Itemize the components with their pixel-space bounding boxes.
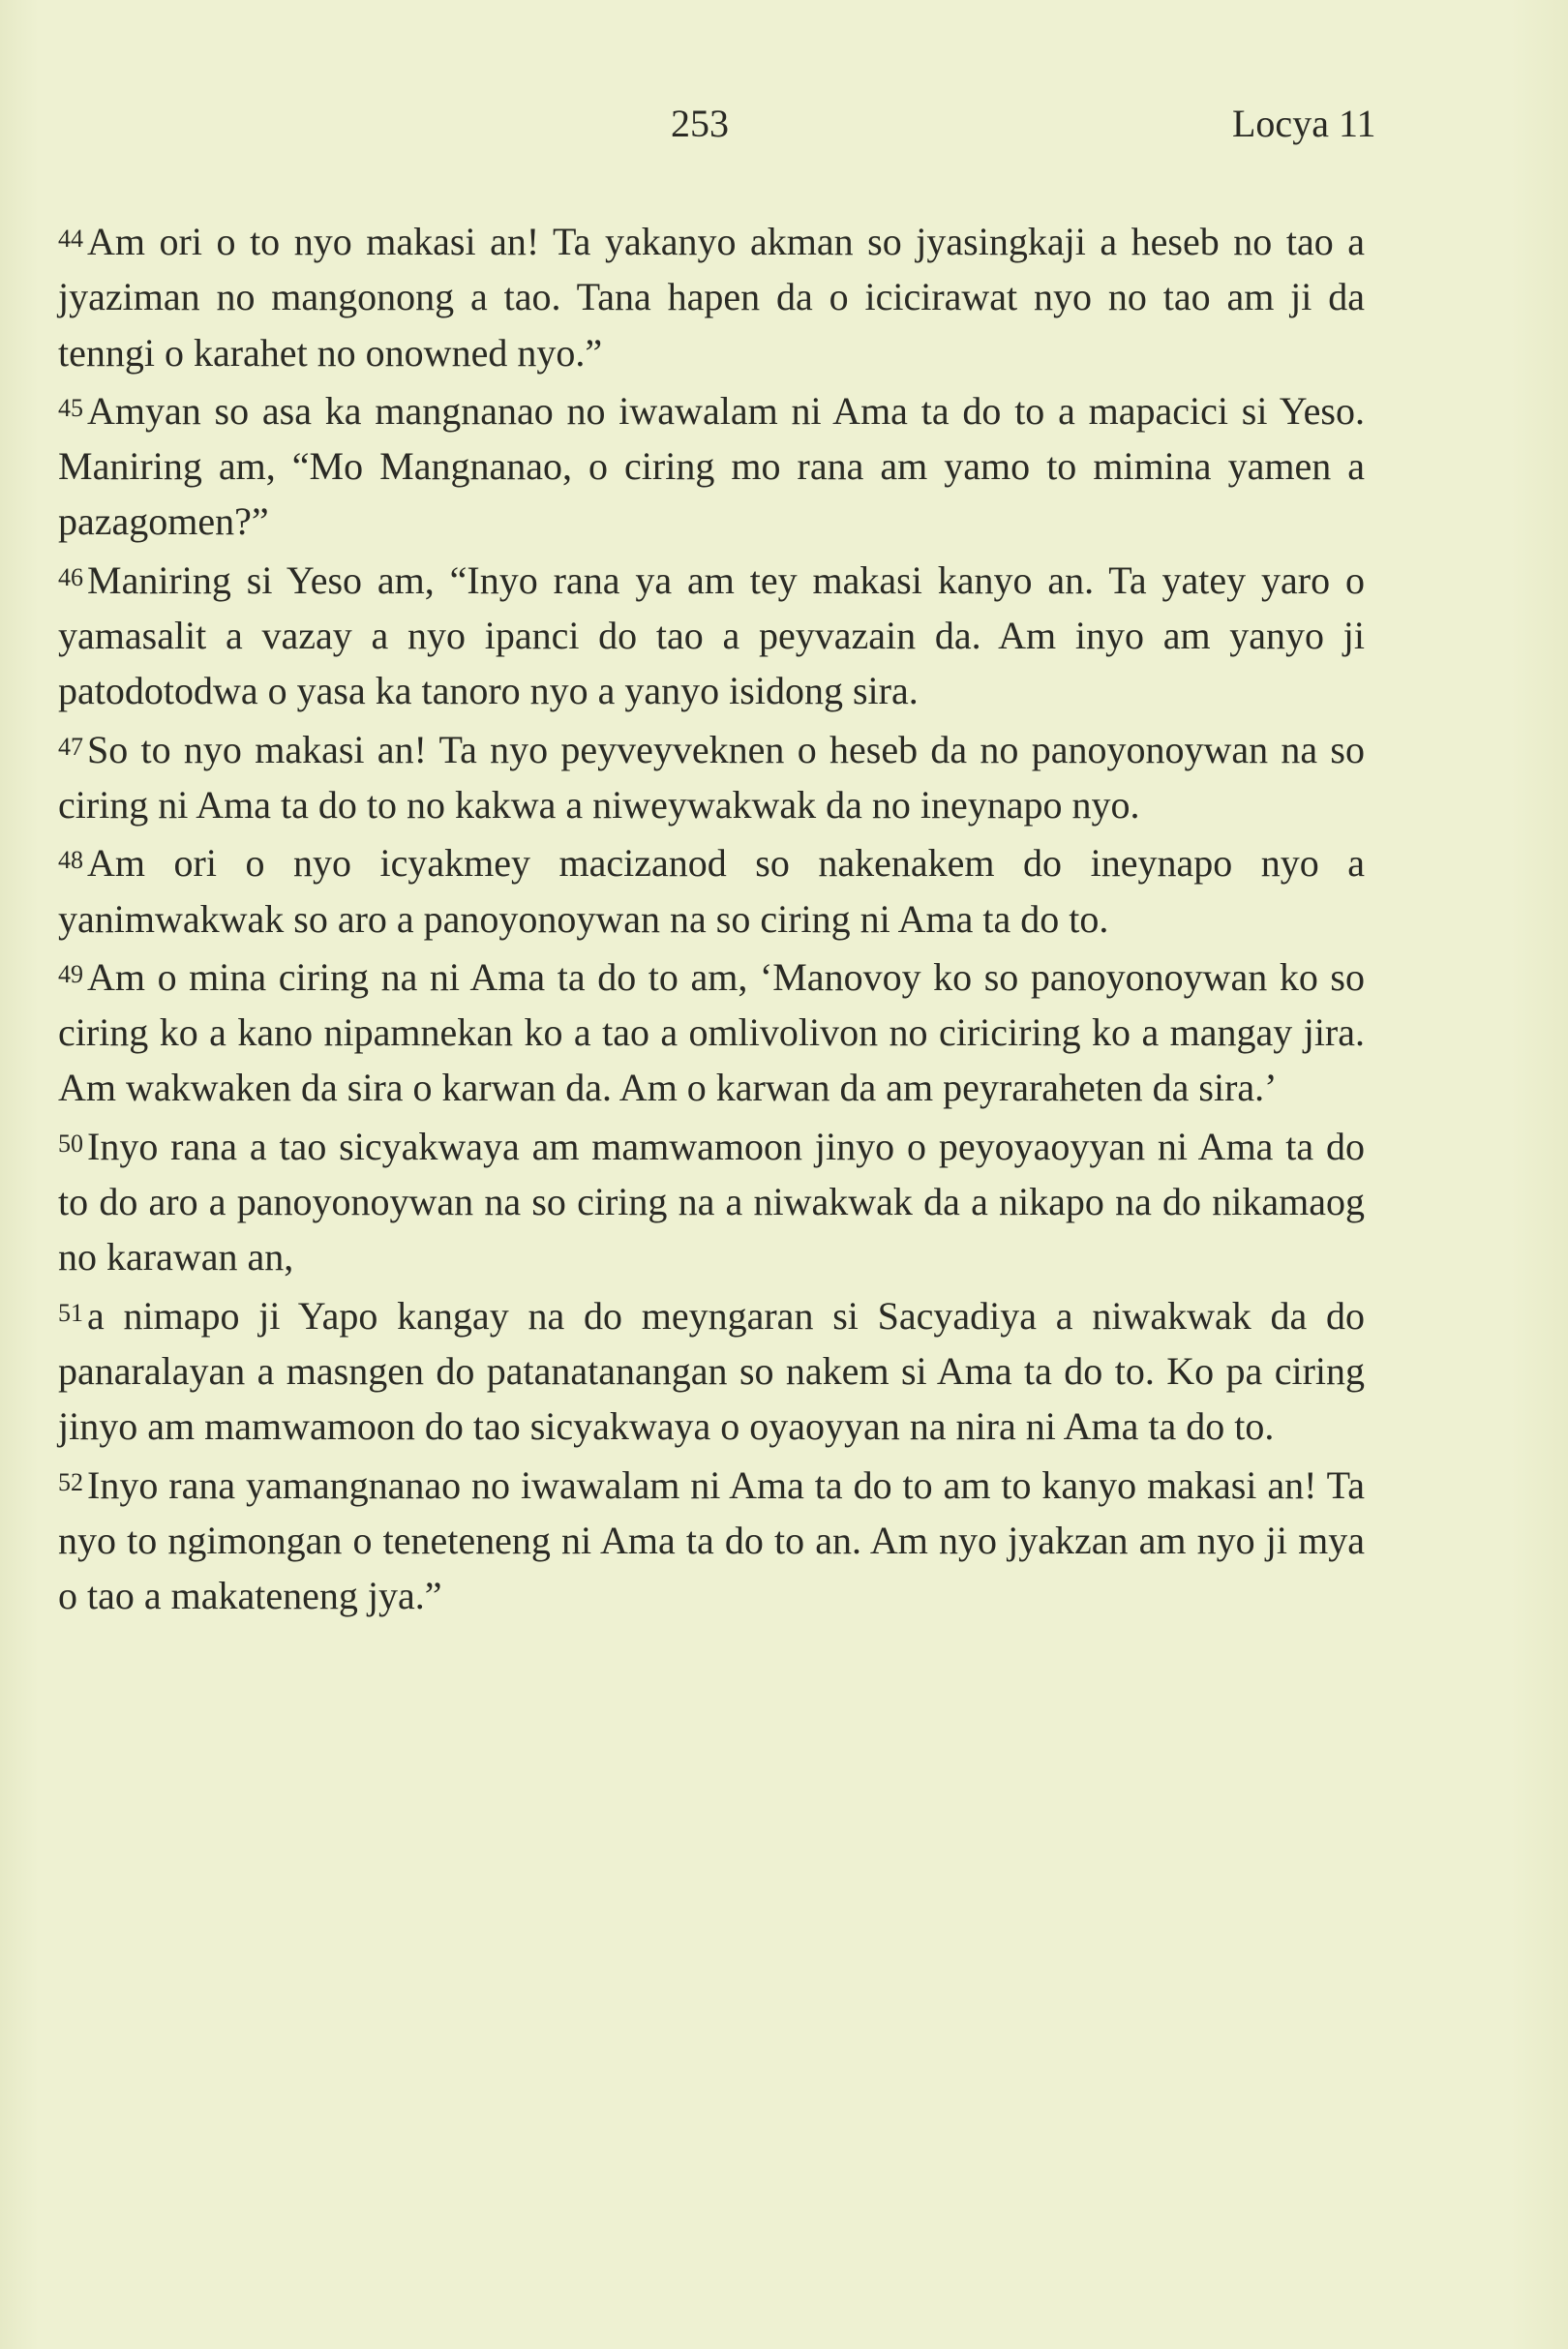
verse-49 (58, 947, 1365, 1116)
verse-51 (58, 1285, 1365, 1455)
running-head: Locya 11 (1232, 102, 1376, 145)
verse-47 (58, 719, 1365, 833)
verse-number: 52 (58, 1467, 83, 1496)
verse-number: 47 (58, 732, 83, 761)
page-number: 253 (671, 102, 729, 145)
verse-number: 44 (58, 225, 83, 253)
verse-text: Am o mina ciring na ni Ama ta do to am, ‘Manovoy ko so panoyonoywan ko so ciring ko a kano nipamnekan ko a tao a omlivolivon no ciriciring ko a mangay jira. Am wakwaken da sira o karwan da. Am o karwan da am peyraraheten da sira.’ (58, 954, 1365, 1110)
verse-45 (58, 380, 1365, 550)
verse-number: 46 (58, 562, 83, 591)
verse-text: Maniring si Yeso am, “Inyo rana ya am tey makasi kanyo an. Ta yatey yaro o yamasalit a vazay a nyo ipanci do tao a peyvazain da. Am inyo am yanyo ji patodotodwa o yasa ka tanoro nyo a yanyo isidong sira. (58, 557, 1365, 713)
verse-text: Amyan so asa ka mangnanao no iwawalam ni Ama ta do to a mapacici si Yeso. Maniring am, “Mo Mangnanao, o ciring mo rana am yamo to mimina yamen a pazagomen?” (58, 388, 1365, 544)
verse-48 (58, 832, 1365, 947)
page-header (58, 95, 1376, 153)
verse-text: Am ori o nyo icyakmey macizanod so nakenakem do ineynapo nyo a yanimwakwak so aro a panoyonoywan na so ciring ni Ama ta do to. (58, 841, 1365, 941)
verse-52 (58, 1455, 1365, 1624)
verse-text: So to nyo makasi an! Ta nyo peyveyveknen o heseb da no panoyonoywan na so ciring ni Ama ta do to no kakwa a niweywakwak da no ineynapo nyo. (58, 727, 1365, 827)
verse-text: Inyo rana yamangnanao no iwawalam ni Ama ta do to am to kanyo makasi an! Ta nyo to ngimongan o teneteneng ni Ama ta do to an. Am nyo jyakzan am nyo ji mya o tao a makateneng jya.” (58, 1462, 1365, 1618)
verse-46 (58, 550, 1365, 719)
verse-number: 50 (58, 1129, 83, 1158)
scripture-text (58, 211, 1365, 1623)
verse-number: 45 (58, 393, 83, 422)
verse-text: Am ori o to nyo makasi an! Ta yakanyo akman so jyasingkaji a heseb no tao a jyaziman no mangonong a tao. Tana hapen da o icicirawat nyo no tao am ji da tenngi o karahet no onowned nyo.” (58, 220, 1365, 375)
verse-number: 48 (58, 846, 83, 875)
verse-number: 51 (58, 1298, 83, 1327)
verse-50 (58, 1116, 1365, 1285)
verse-text: Inyo rana a tao sicyakwaya am mamwamoon jinyo o peyoyaoyyan ni Ama ta do to do aro a panoyonoywan na so ciring na a niwakwak da a nikapo na do nikamaog no karawan an, (58, 1124, 1365, 1280)
verse-44 (58, 211, 1365, 380)
verse-text: a nimapo ji Yapo kangay na do meyngaran si Sacyadiya a niwakwak da do panaralayan a masngen do patanatanangan so nakem si Ama ta do to. Ko pa ciring jinyo am mamwamoon do tao sicyakwaya o oyaoyyan na nira ni Ama ta do to. (58, 1293, 1365, 1449)
verse-number: 49 (58, 959, 83, 988)
